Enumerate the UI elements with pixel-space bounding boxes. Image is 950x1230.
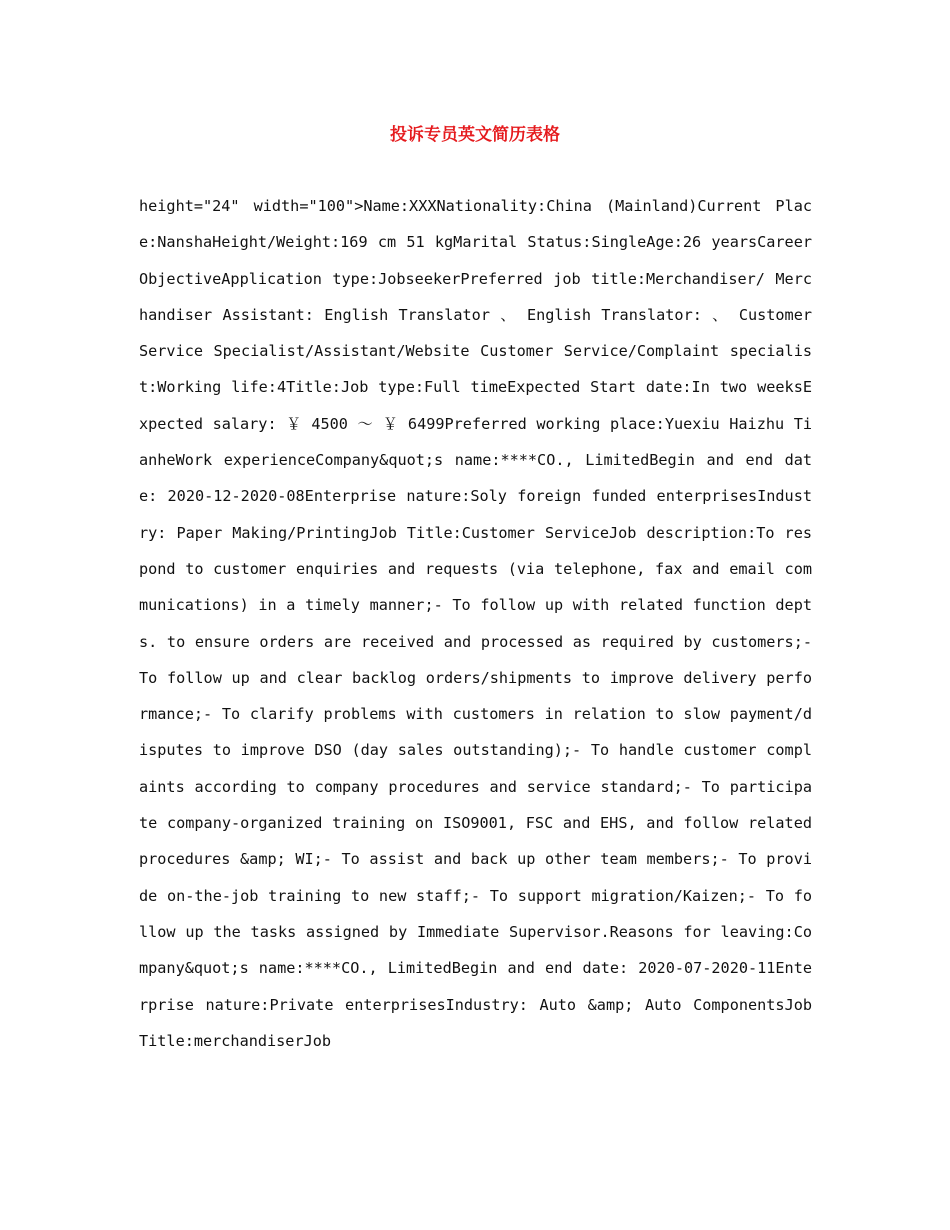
document-title: 投诉专员英文简历表格 <box>390 125 560 145</box>
document-body: height="24" width="100">Name:XXXNationality:China (Mainland)Current Place:NanshaHeight/Weight:169 cm 51 kgMarital Status:SingleAge:26 yearsCareer ObjectiveApplication type:JobseekerPreferred job title:Merchandiser/ Merchandiser Assistant: English Translator 、 English Translator: 、 Customer Service Specialist/Assistant/Website Customer Service/Complaint specialist:Working life:4Title:Job type:Full timeExpected Start date:In two weeksExpected salary: ￥ 4500 ～ ￥ 6499Preferred working place:Yuexiu Haizhu TianheWork experienceCompany&quot;s name:****CO., LimitedBegin and end date: 2020-12-2020-08Enterprise nature:Soly foreign funded enterprisesIndustry: Paper Making/PrintingJob Title:Customer ServiceJob description:To respond to customer enquiries and requests (via telephone, fax and email communications) in a timely manner;- To follow up with related function depts. to ensure orders are received and processed as required by customers;- To follow up and clear backlog orders/shipments to improve delivery performance;- To clarify problems with customers in relation to slow payment/disputes to improve DSO (day sales outstanding);- To handle customer complaints according to company procedures and service standard;- To participate company-organized training on ISO9001, FSC and EHS, and follow related procedures &amp; WI;- To assist and back up other team members;- To provide on-the-job training to new staff;- To support migration/Kaizen;- To follow up the tasks assigned by Immediate Supervisor.Reasons for leaving:Company&quot;s name:****CO., LimitedBegin and end date: 2020-07-2020-11Enterprise nature:Private enterprisesIndustry: Auto &amp; Auto ComponentsJob Title:merchandiserJob <box>139 197 812 1050</box>
